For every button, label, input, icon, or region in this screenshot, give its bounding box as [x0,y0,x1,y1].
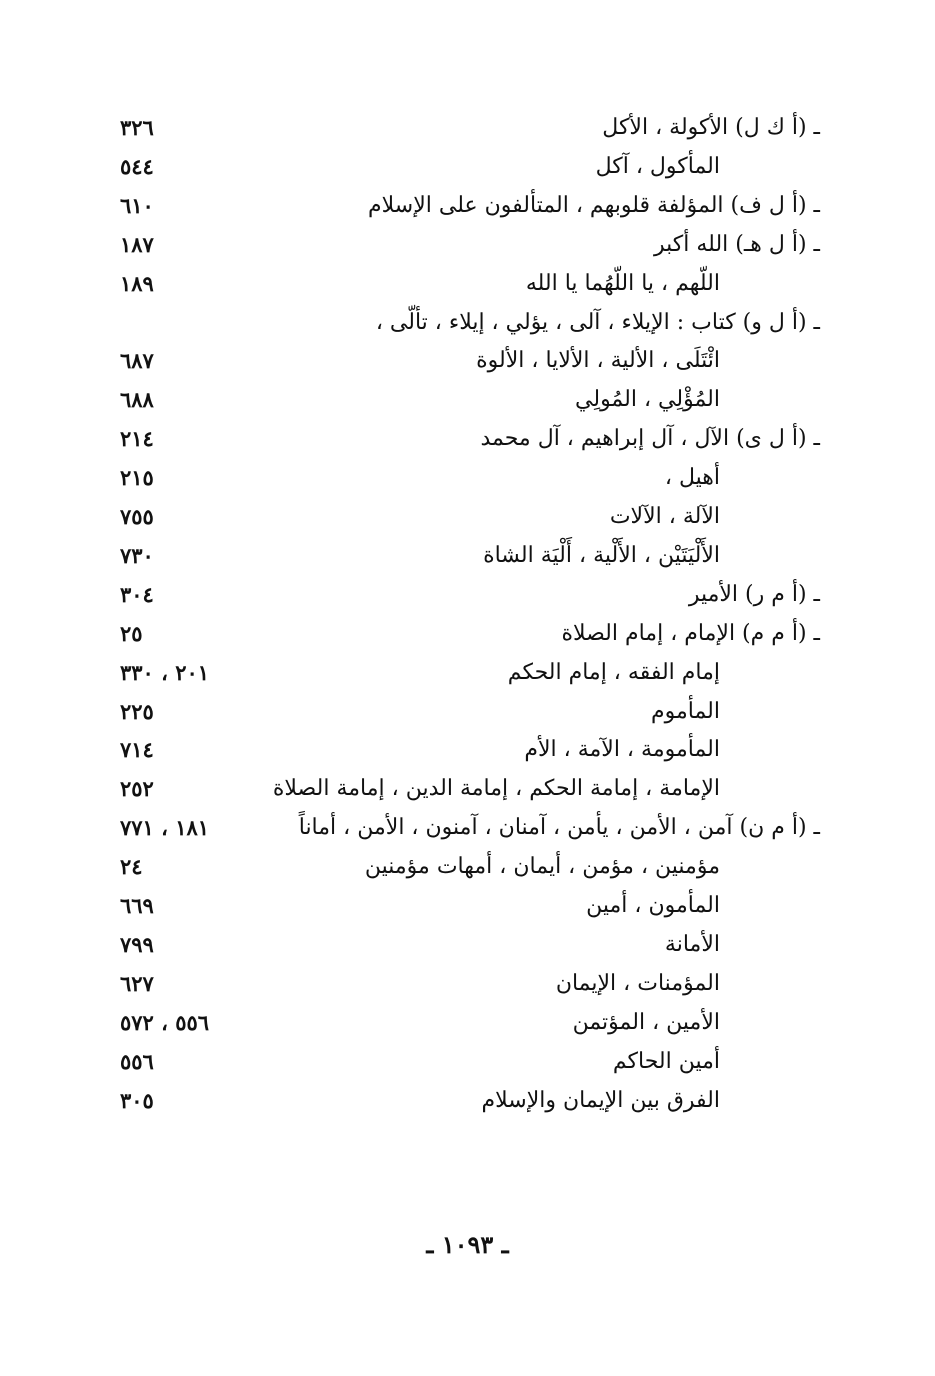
index-row [120,810,820,846]
index-subentry: الفرق بين الإيمان والإسلام [481,1087,720,1113]
index-row [120,849,820,885]
index-subentry: المأمومة ، الآمة ، الأم [524,737,720,763]
page-reference: ٧٥٥ [120,504,154,529]
index-subentry: الأمانة [664,931,720,957]
index-subentry: الأَلْيَتَيْن ، الأَلْية ، أَلْيَة الشاة [483,542,720,568]
page-reference: ٢٥٢ [120,776,154,802]
page-reference: ٥٥٦ [120,1048,154,1074]
index-subentry: اللّهم ، يا اللّهُما يا الله [525,270,720,296]
index-row [120,382,820,418]
index-subentry: الإمامة ، إمامة الحكم ، إمامة الدين ، إمامة الصلاة [272,776,720,802]
index-headword: ـ (أ ل ى) الآل ، آل إبراهيم ، آل محمد [480,426,820,452]
index-row [120,966,820,1002]
index-subentry: الآلة ، الآلات [609,504,720,529]
index-subentry: إمام الفقه ، إمام الحكم [507,659,720,685]
index-row [120,188,820,224]
page-reference: ٥٥٦ ، ٥٧٢ [120,1009,210,1035]
index-row [120,1044,820,1080]
page-reference: ٢٠١ ، ٣٣٠ [120,659,210,685]
page-reference: ٧١٤ [120,737,154,763]
index-headword: ـ (أ ل هـ) الله أكبر [654,231,820,257]
index-row [120,1005,820,1041]
index-subentry: أمين الحاكم [612,1048,720,1074]
page-reference: ٦١٠ [120,192,154,218]
index-subentry: أهيل ، [664,465,720,491]
page-reference: ٢٥ [120,620,143,646]
index-row [120,1083,820,1119]
index-row [120,499,820,535]
index-headword: ـ (أ م ن) آمن ، الأمن ، يأمن ، آمنان ، آمنون ، الأمن ، أماناً [298,815,820,841]
page-reference: ٦٨٨ [120,387,154,413]
page-reference: ٦٢٧ [120,970,154,996]
index-row [120,343,820,379]
page-reference: ٧٣٠ [120,542,154,568]
index-headword: ـ (أ ل و) كتاب : الإيلاء ، آلى ، يؤلي ، إيلاء ، تألّى ، [375,309,820,335]
index-headword: ـ (أ م م) الإمام ، إمام الصلاة [561,620,820,646]
page-reference: ١٨١ ، ٧٧١ [120,815,210,841]
index-row [120,110,820,146]
index-subentry: المُؤْلِي ، المُولِي [575,387,720,413]
page-reference: ٣٠٥ [120,1087,154,1113]
page-reference: ١٨٧ [120,231,154,257]
index-subentry: الأمين ، المؤتمن [572,1009,720,1035]
page-reference: ٣٢٦ [120,115,154,140]
index-subentry: مؤمنين ، مؤمن ، أيمان ، أمهات مؤمنين [364,854,720,880]
page-reference: ٢٤ [120,854,143,880]
index-headword: ـ (أ م ر) الأمير [688,581,820,607]
page-reference: ٦٦٩ [120,893,154,918]
index-row [120,460,820,496]
index-headword: ـ (أ ل ف) المؤلفة قلوبهم ، المتألفون على الإسلام [368,192,820,218]
index-subentry: المأمون ، أمين [586,893,720,918]
page-number: ـ ١٠٩٣ ـ [426,1230,509,1259]
page-reference: ٢١٥ [120,465,154,491]
page-reference: ٢١٤ [120,426,154,452]
index-subentry: المأكول ، آكل [595,153,720,179]
index-headword: ـ (أ ك ل) الأكولة ، الأكل [602,115,820,140]
page-reference: ٥٤٤ [120,153,154,179]
index-row [120,616,820,652]
page-reference: ٣٠٤ [120,581,154,607]
index-row [120,927,820,963]
index-subentry: المأموم [650,698,720,724]
index-row [120,227,820,263]
index-row [120,771,820,807]
page-reference: ٢٢٥ [120,698,154,724]
index-row [120,732,820,768]
index-row [120,421,820,457]
index-row [120,538,820,574]
index-row [120,577,820,613]
index-subentry: ائْتَلَى ، الألية ، الألايا ، الألوة [476,348,720,374]
index-row [120,305,820,341]
index-row [120,266,820,302]
index-row [120,149,820,185]
page-reference: ١٨٩ [120,270,154,296]
index-subentry: المؤمنات ، الإيمان [555,970,720,996]
page-reference: ٧٩٩ [120,931,154,957]
index-row [120,888,820,924]
index-row [120,694,820,730]
index-row [120,655,820,691]
page-reference: ٦٨٧ [120,348,154,374]
